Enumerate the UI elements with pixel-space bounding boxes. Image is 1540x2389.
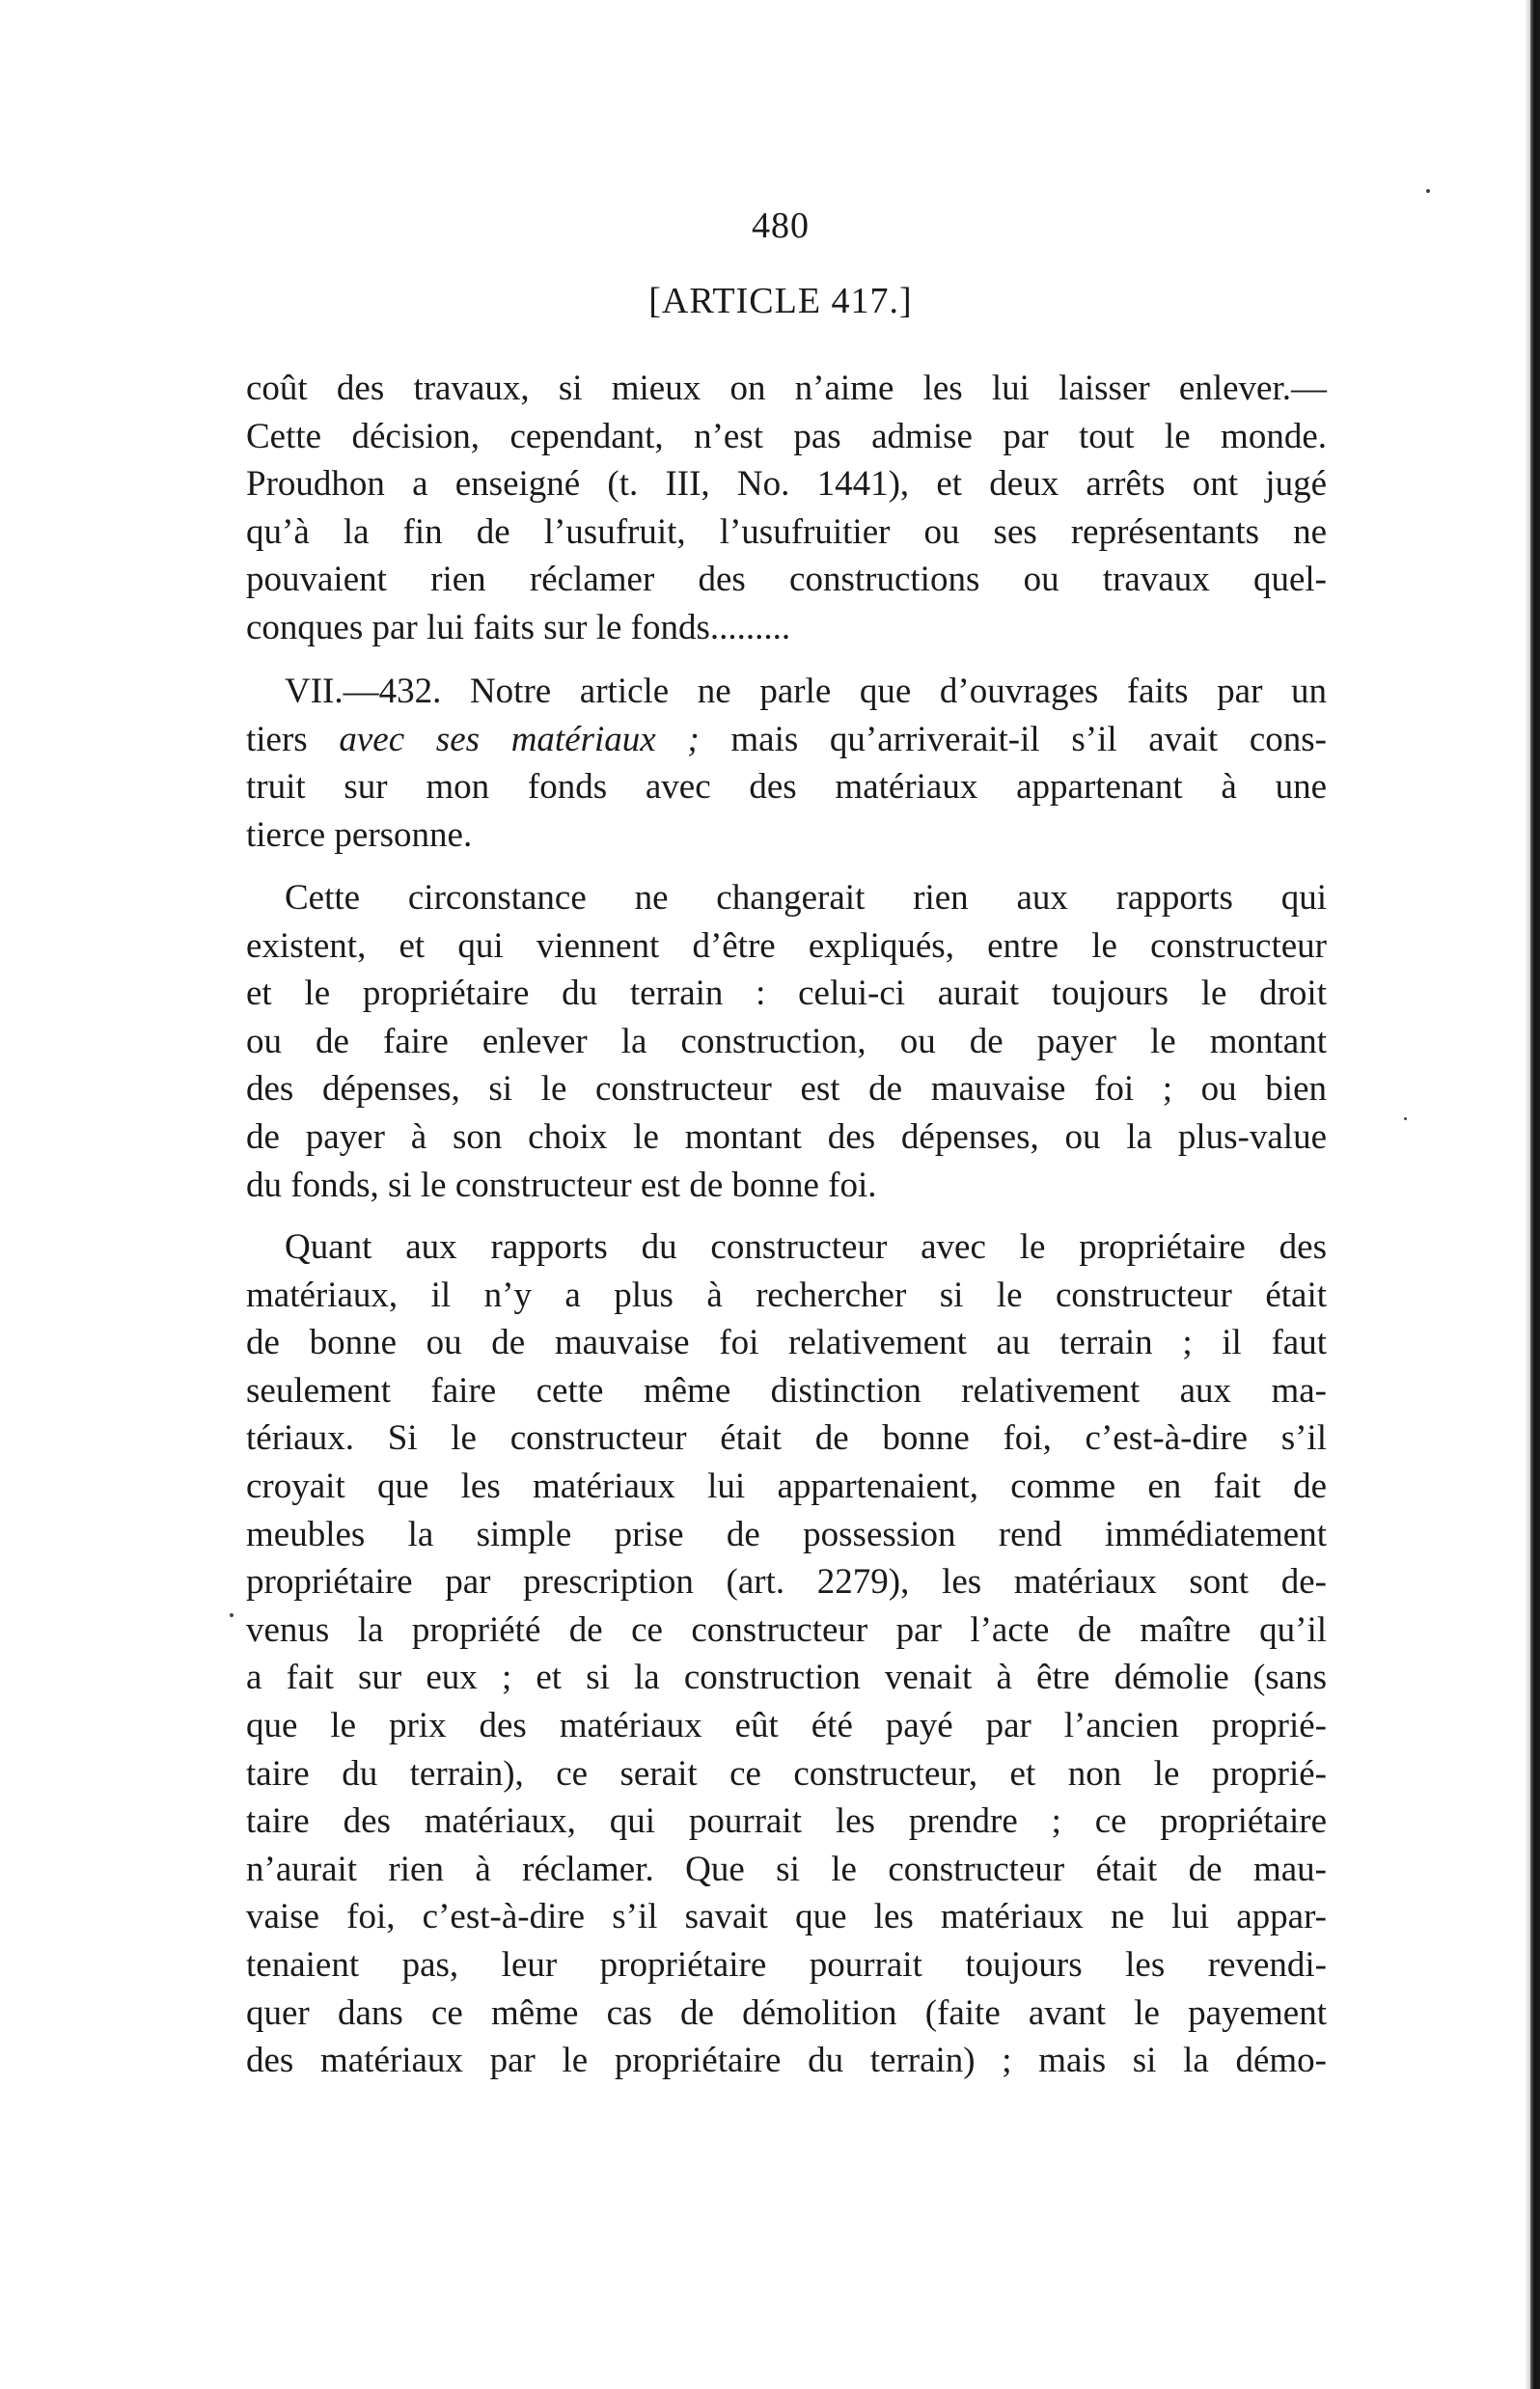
paragraph-1 [246,365,1327,652]
text-line: propriétaire par prescription (art. 2279), les matériaux sont de- [246,1562,1327,1603]
text-line: de payer à son choix le montant des dépenses, ou la plus-value [246,1116,1327,1157]
text-line: Quant aux rapports du constructeur avec le propriétaire des [285,1227,1327,1267]
text-line: vaise foi, c’est-à-dire s’il savait que les matériaux ne lui appar- [246,1897,1327,1937]
text-line: taire du terrain), ce serait ce constructeur, et non le proprié- [246,1753,1327,1794]
text-line: croyait que les matériaux lui appartenaient, comme en fait de [246,1466,1327,1506]
text-line: Cette circonstance ne changerait rien aux rapports qui [285,878,1327,918]
text-line: que le prix des matériaux eût été payé par l’ancien proprié- [246,1705,1327,1745]
text-line: taire des matériaux, qui pourrait les prendre ; ce propriétaire [246,1801,1327,1842]
text-line: a fait sur eux ; et si la construction venait à être démolie (sans [246,1658,1327,1698]
print-speck [1426,189,1430,193]
italic-phrase: avec ses matériaux ; [339,719,700,759]
text-line: pouvaient rien réclamer des constructions ou travaux quel- [246,560,1327,600]
page-number: 480 [752,206,810,246]
text-line: et le propriétaire du terrain : celui-ci aurait toujours le droit [246,974,1327,1014]
paragraph-4 [246,1223,1327,2085]
text-line: existent, et qui viennent d’être expliqués, entre le constructeur [246,925,1327,966]
text-line: conques par lui faits sur le fonds......... [246,607,791,647]
text-line: ou de faire enlever la construction, ou de payer le montant [246,1021,1327,1061]
text-line: tériaux. Si le constructeur était de bonne foi, c’est-à-dire s’il [246,1418,1327,1459]
text-run: tiers [246,719,340,759]
text-line: de bonne ou de mauvaise foi relativement au terrain ; il faut [246,1323,1327,1363]
print-speck [1404,1117,1407,1120]
text-line: truit sur mon fonds avec des matériaux appartenant à une [246,767,1327,808]
article-heading: [ARTICLE 417.] [648,281,913,321]
text-line: qu’à la fin de l’usufruit, l’usufruitier ou ses représentants ne [246,511,1327,552]
paragraph-2 [246,668,1327,859]
text-line: Proudhon a enseigné (t. III, No. 1441), et deux arrêts ont jugé [246,464,1327,505]
text-line: VII.—432. Notre article ne parle que d’ouvrages faits par un [285,672,1327,711]
text-line: des dépenses, si le constructeur est de mauvaise foi ; ou bien [246,1069,1327,1110]
text-line: Cette décision, cependant, n’est pas admise par tout le monde. [246,416,1327,456]
text-run: mais qu’arriverait-il s’il avait cons- [699,719,1327,759]
text-line: matériaux, il n’y a plus à rechercher si le constructeur était [246,1275,1327,1315]
text-line: tenaient pas, leur propriétaire pourrait toujours les revendi- [246,1944,1327,1985]
text-line: quer dans ce même cas de démolition (faite avant le payement [246,1992,1327,2033]
text-line: coût des travaux, si mieux on n’aime les lui laisser enlever.— [246,369,1327,408]
print-speck [230,1613,234,1617]
text-line-with-italic [246,716,1327,764]
text-line: n’aurait rien à réclamer. Que si le constructeur était de mau- [246,1849,1327,1889]
text-line: seulement faire cette même distinction relativement aux ma- [246,1370,1327,1411]
text-line: du fonds, si le constructeur est de bonne foi. [246,1165,877,1205]
text-line: meubles la simple prise de possession rend immédiatement [246,1514,1327,1554]
text-line: tierce personne. [246,814,473,855]
text-line: venus la propriété de ce constructeur par l’acte de maître qu’il [246,1609,1327,1650]
page-edge-binding [1530,0,1540,2389]
text-line: des matériaux par le propriétaire du terrain) ; mais si la démo- [246,2041,1327,2081]
paragraph-3 [246,874,1327,1209]
